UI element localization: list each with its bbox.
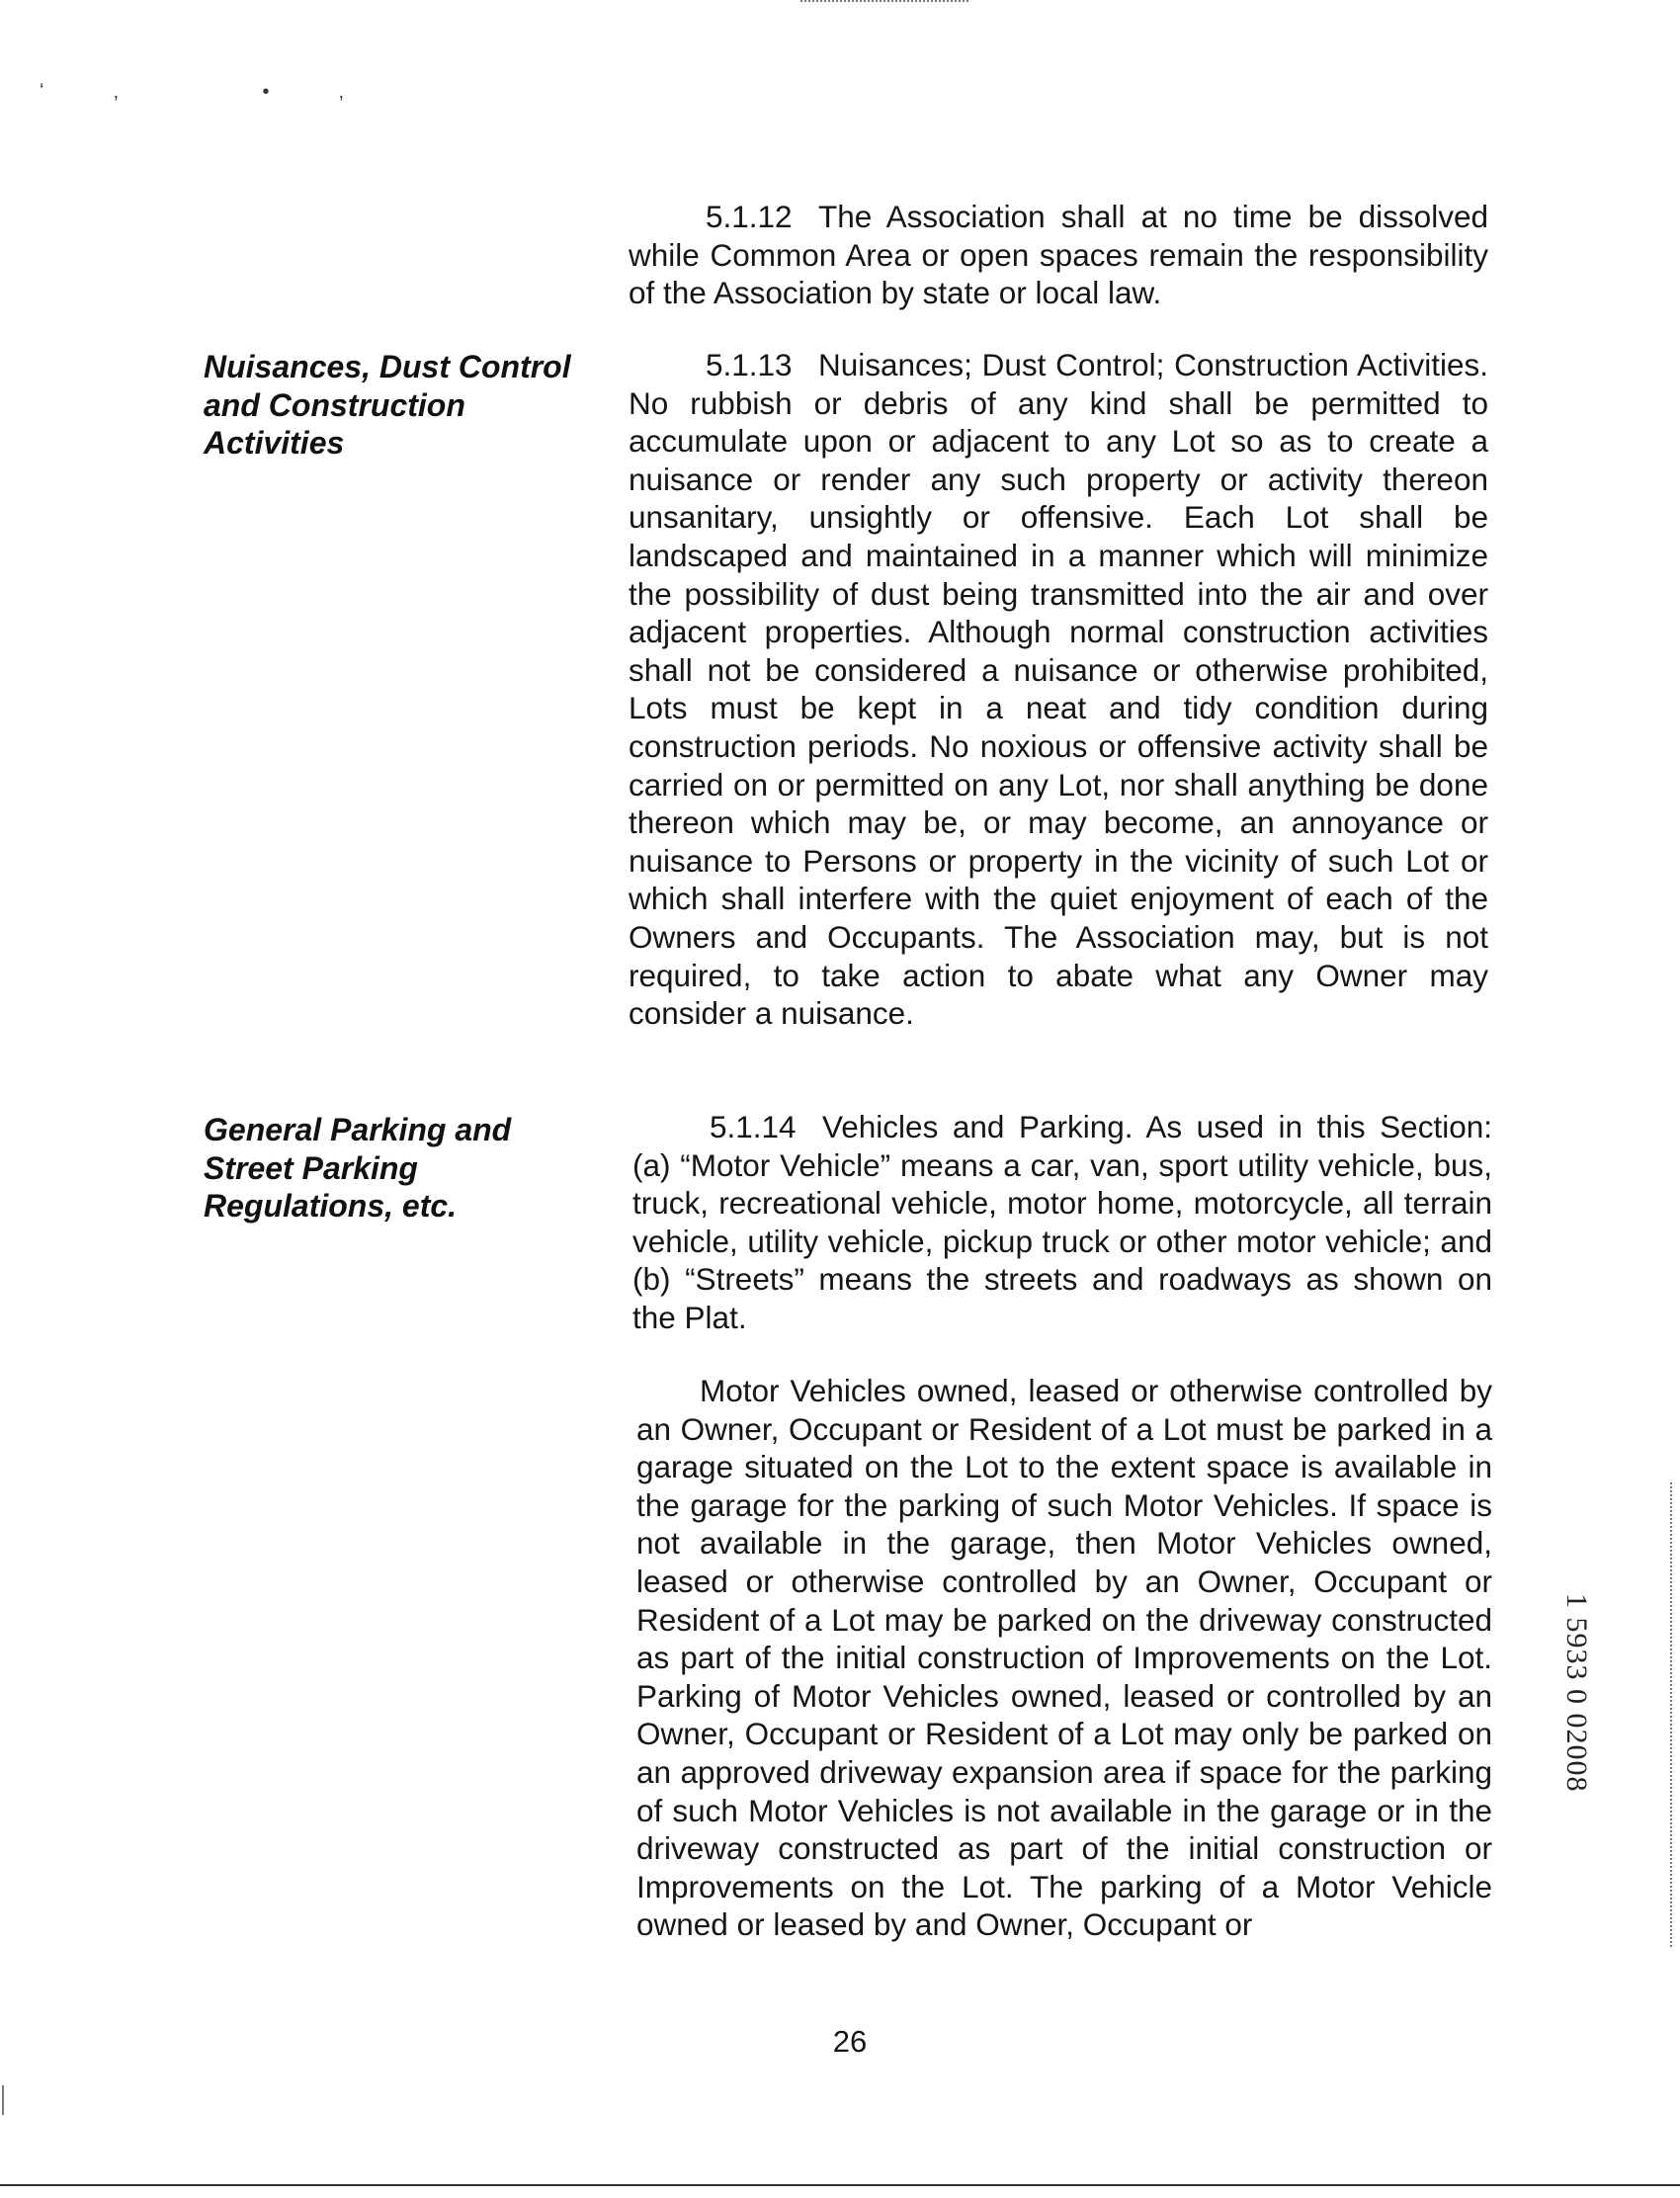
scan-bottom-rule bbox=[0, 2184, 1680, 2186]
heading-parking: General Parking and Street Parking Regulations, etc. bbox=[204, 1112, 512, 1224]
heading-nuisances: Nuisances, Dust Control and Construction Activities bbox=[204, 349, 571, 461]
page-number: 26 bbox=[832, 2024, 868, 2059]
section-text: Vehicles and Parking. As used in this Section: (a) “Motor Vehicle” means a car, van, sport utility vehicle, bus, truck, recreational vehicle, motor home, motorcycle, all terrain vehicle, utility vehicle, pickup truck or other motor vehicle; and (b) “Streets” means the streets and roadways as shown on the Plat. bbox=[632, 1109, 1492, 1335]
scan-top-mark bbox=[800, 0, 968, 6]
section-text: The Association shall at no time be dissolved while Common Area or open spaces remain the responsibility of the Association by state or local law. bbox=[629, 199, 1488, 311]
section-5-1-14-continued bbox=[636, 1372, 1492, 1944]
section-number: 5.1.12 bbox=[706, 199, 793, 234]
scan-left-edge bbox=[2, 2085, 4, 2115]
section-5-1-13 bbox=[629, 346, 1488, 1033]
section-text: Motor Vehicles owned, leased or otherwise controlled by an Owner, Occupant or Resident of a Lot must be parked in a garage situated on the Lot to the extent space is available in the garage for the parking of such Motor Vehicles. If space is not available in the garage, then Motor Vehicles owned, leased or otherwise controlled by an Owner, Occupant or Resident of a Lot may be parked on the driveway constructed as part of the initial construction of Improvements on the Lot. Parking of Motor Vehicles owned, leased or controlled by an Owner, Occupant or Resident of a Lot may only be parked on an approved driveway expansion area if space for the parking of such Motor Vehicles is not available in the garage or in the driveway constructed as part of the initial construction or Improvements on the Lot. The parking of a Motor Vehicle owned or leased by and Owner, Occupant or bbox=[636, 1373, 1492, 1943]
section-text: Nuisances; Dust Control; Construction Activities. No rubbish or debris of any kind shall be permitted to accumulate upon or adjacent to any Lot so as to create a nuisance or render any such property or activity thereon unsanitary, unsightly or offensive. Each Lot shall be landscaped and maintained in a manner which will minimize the possibility of dust being transmitted into the air and over adjacent properties. Although normal construction activities shall not be considered a nuisance or otherwise prohibited, Lots must be kept in a neat and tidy condition during construction periods. No noxious or offensive activity shall be carried on or permitted on any Lot, nor shall anything be done thereon which may be, or may become, an annoyance or nuisance to Persons or property in the vicinity of such Lot or which shall interfere with the quiet enjoyment of each of the Owners and Occupants. The Association may, but is not required, to take action to abate what any Owner may consider a nuisance. bbox=[629, 347, 1488, 1032]
section-number: 5.1.14 bbox=[710, 1109, 797, 1144]
section-number: 5.1.13 bbox=[706, 347, 793, 382]
scan-specks: ʻ, •, bbox=[40, 81, 414, 103]
bates-number: 1 5933 0 02008 bbox=[1560, 1593, 1593, 1793]
scan-right-edge bbox=[1670, 1482, 1672, 1947]
section-5-1-14 bbox=[632, 1108, 1492, 1337]
section-5-1-12 bbox=[629, 198, 1488, 312]
